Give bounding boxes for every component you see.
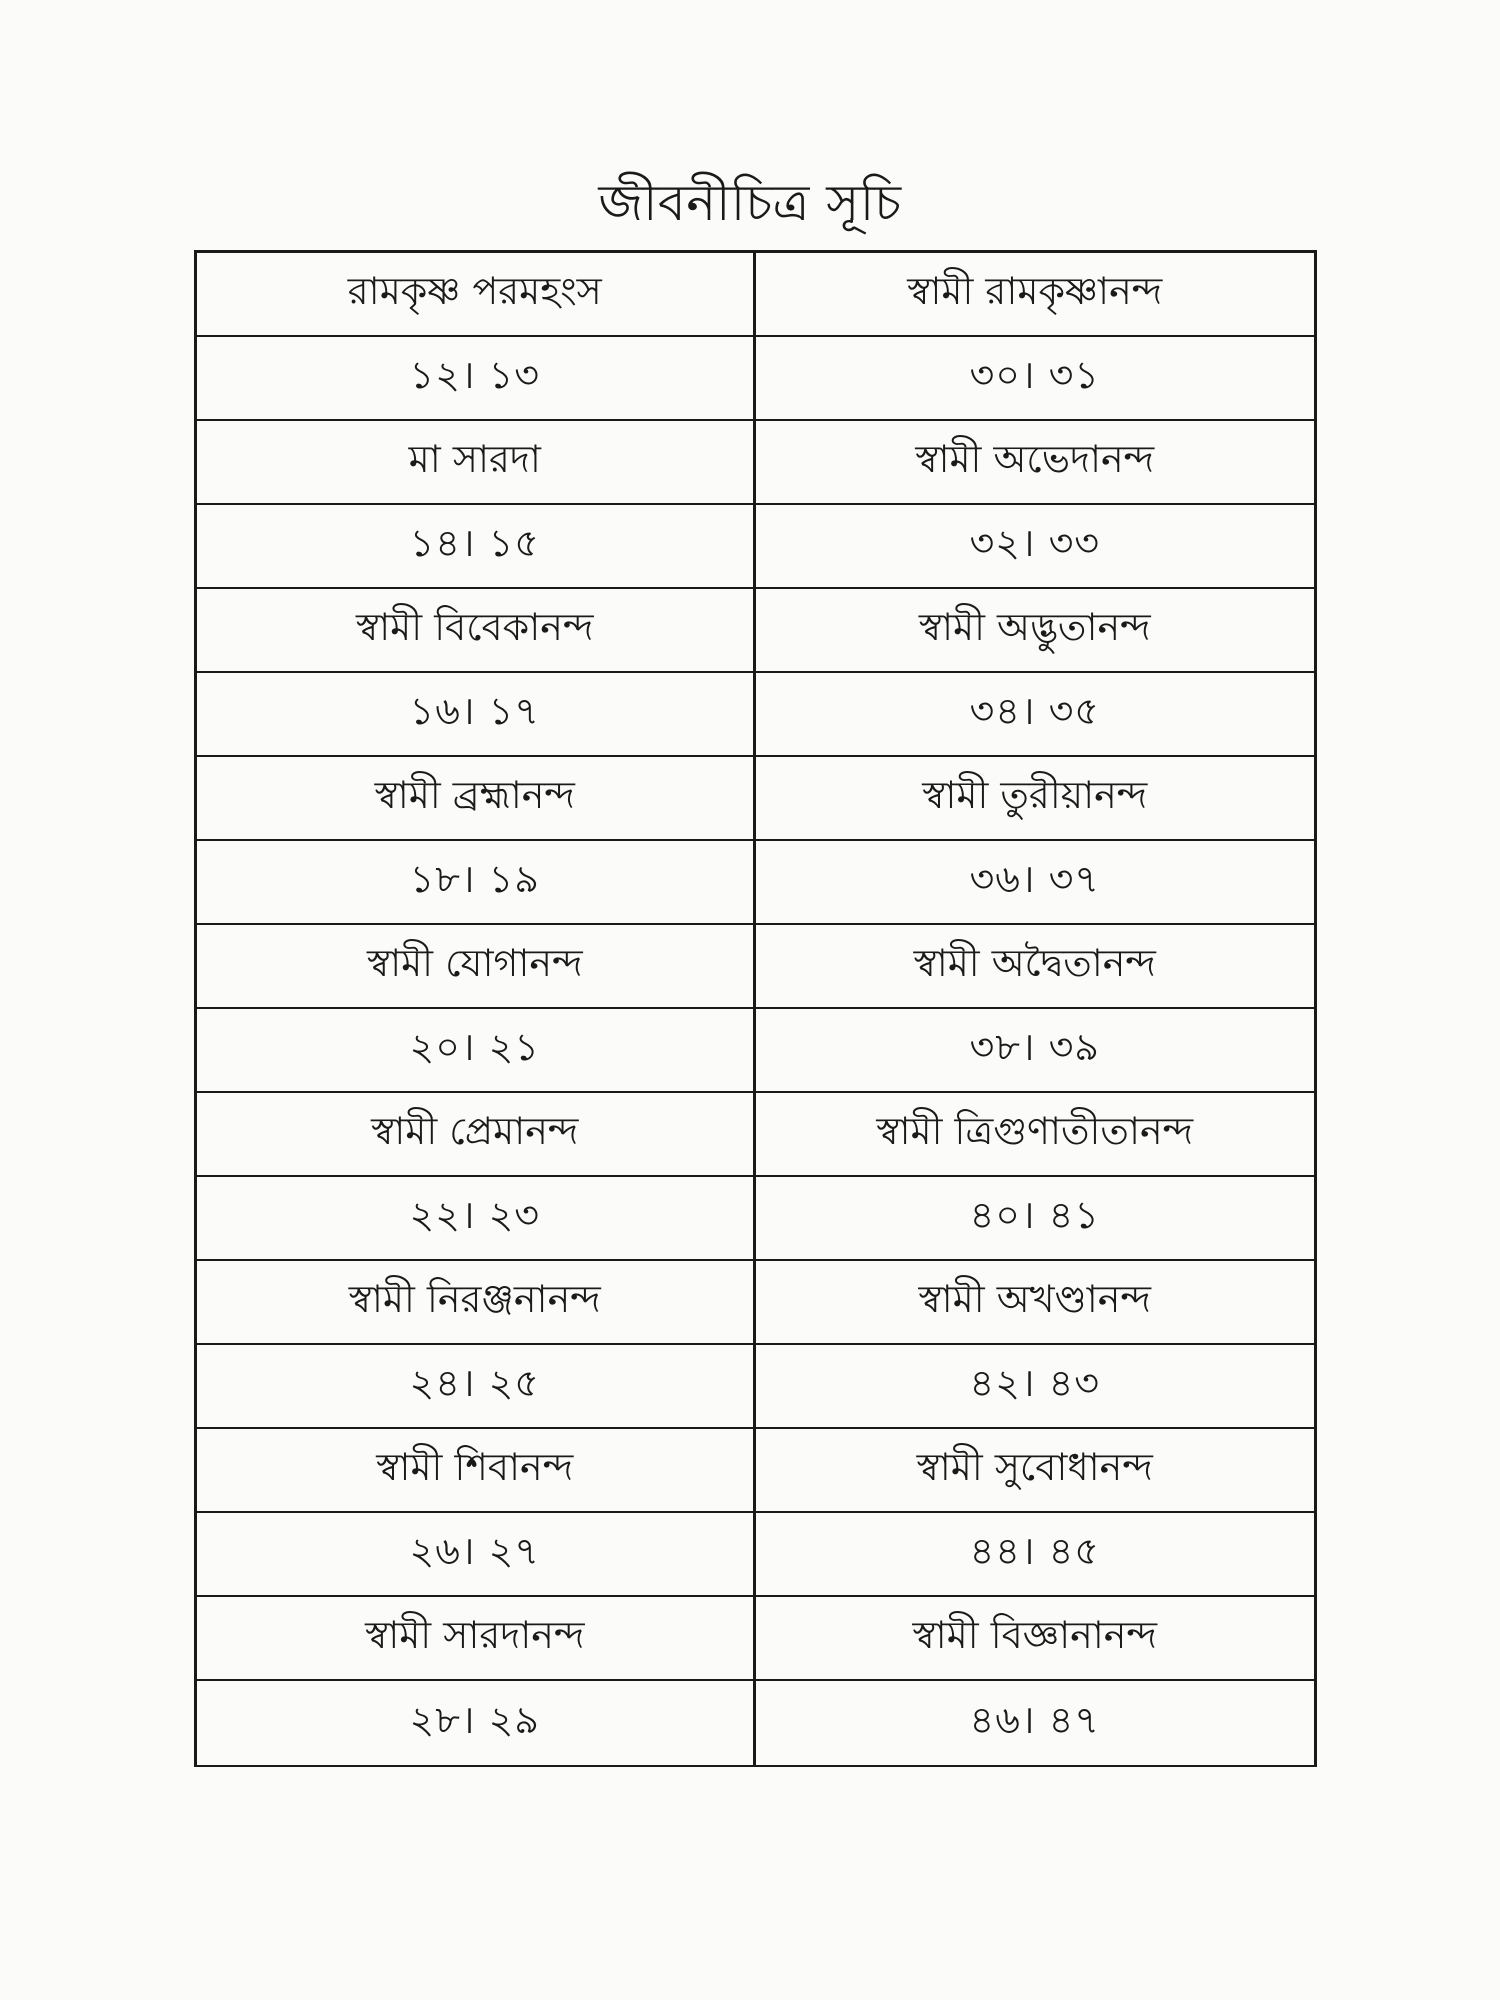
left-name: স্বামী যোগানন্দ bbox=[197, 925, 756, 1007]
left-page-numbers: ১৪। ১৫ bbox=[197, 505, 756, 587]
right-name: স্বামী অদ্বৈতানন্দ bbox=[913, 941, 1156, 985]
right-page-numbers: ৪২। ৪৩ bbox=[969, 1361, 1100, 1405]
left-name: স্বামী ব্রহ্মানন্দ bbox=[197, 757, 756, 839]
right-page-numbers: ৩৮। ৩৯ bbox=[969, 1025, 1100, 1069]
left-name: রামকৃষ্ণ পরমহংস bbox=[197, 253, 756, 335]
left-page-numbers: ২২। ২৩ bbox=[197, 1177, 756, 1259]
left-page-numbers: ২৮। ২৯ bbox=[197, 1681, 756, 1765]
left-name: মা সারদা bbox=[197, 421, 756, 503]
right-page-numbers: ৪০। ৪১ bbox=[969, 1193, 1100, 1237]
right-page-numbers: ৩০। ৩১ bbox=[969, 353, 1100, 397]
left-page-numbers: ২৬। ২৭ bbox=[197, 1513, 756, 1595]
left-page-numbers: ১২। ১৩ bbox=[197, 337, 756, 419]
left-name: স্বামী শিবানন্দ bbox=[197, 1429, 756, 1511]
names-row bbox=[197, 1261, 1314, 1345]
page-numbers-row bbox=[197, 505, 1314, 589]
names-row bbox=[197, 421, 1314, 505]
names-row bbox=[197, 589, 1314, 673]
page-numbers-row bbox=[197, 337, 1314, 421]
left-page-numbers: ১৬। ১৭ bbox=[197, 673, 756, 755]
names-row bbox=[197, 757, 1314, 841]
left-page-numbers: ১৮। ১৯ bbox=[197, 841, 756, 923]
names-row bbox=[197, 1429, 1314, 1513]
right-name: স্বামী রামকৃষ্ণানন্দ bbox=[907, 269, 1163, 313]
right-name: স্বামী তুরীয়ানন্দ bbox=[922, 773, 1148, 817]
right-name: স্বামী বিজ্ঞানানন্দ bbox=[912, 1613, 1157, 1657]
right-name: স্বামী ত্রিগুণাতীতানন্দ bbox=[876, 1109, 1194, 1153]
names-row bbox=[197, 1597, 1314, 1681]
page-title: জীবনীচিত্র সূচি bbox=[598, 174, 902, 232]
page-numbers-row bbox=[197, 1177, 1314, 1261]
left-name: স্বামী সারদানন্দ bbox=[197, 1597, 756, 1679]
page-numbers-row bbox=[197, 1345, 1314, 1429]
left-page-numbers: ২৪। ২৫ bbox=[197, 1345, 756, 1427]
right-name: স্বামী অদ্ভুতানন্দ bbox=[918, 605, 1151, 649]
names-row bbox=[197, 1093, 1314, 1177]
right-page-numbers: ৩৬। ৩৭ bbox=[969, 857, 1100, 901]
right-name: স্বামী সুবোধানন্দ bbox=[916, 1445, 1153, 1489]
right-name: স্বামী অভেদানন্দ bbox=[915, 437, 1155, 481]
right-page-numbers: ৪৬। ৪৭ bbox=[969, 1698, 1100, 1742]
right-name: স্বামী অখণ্ডানন্দ bbox=[918, 1277, 1151, 1321]
names-row bbox=[197, 253, 1314, 337]
right-page-numbers: ৩৪। ৩৫ bbox=[969, 689, 1100, 733]
left-page-numbers: ২০। ২১ bbox=[197, 1009, 756, 1091]
page-numbers-row bbox=[197, 1681, 1314, 1765]
right-page-numbers: ৩২। ৩৩ bbox=[969, 521, 1100, 565]
left-name: স্বামী বিবেকানন্দ bbox=[197, 589, 756, 671]
left-name: স্বামী প্রেমানন্দ bbox=[197, 1093, 756, 1175]
page-numbers-row bbox=[197, 673, 1314, 757]
page-numbers-row bbox=[197, 1513, 1314, 1597]
page-numbers-row bbox=[197, 1009, 1314, 1093]
left-name: স্বামী নিরঞ্জনানন্দ bbox=[197, 1261, 756, 1343]
page-numbers-row bbox=[197, 841, 1314, 925]
contents-table bbox=[194, 250, 1317, 1767]
right-page-numbers: ৪৪। ৪৫ bbox=[969, 1529, 1100, 1573]
names-row bbox=[197, 925, 1314, 1009]
